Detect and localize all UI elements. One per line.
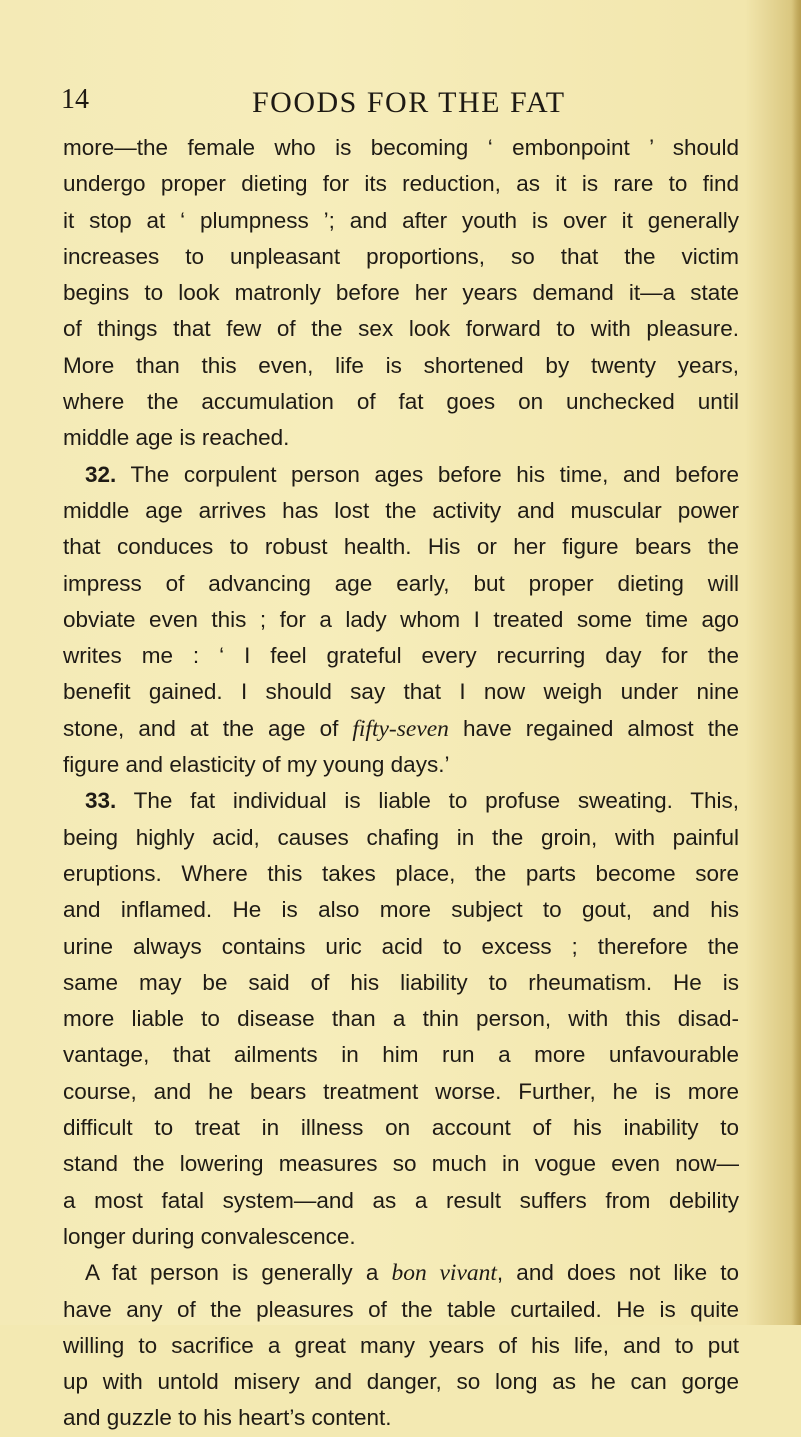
text-line: longer during convalescence. [63,1223,356,1249]
paragraph-number: 33. [85,788,117,814]
text-line-with-italic [63,1255,739,1291]
text-line: up with untold misery and danger, so long as he can gorge [63,1369,739,1395]
text-line: impress of advancing age early, but proper dieting will [63,570,739,596]
text-line: it stop at ‘ plumpness ’; and after youth is over it generally [63,207,739,233]
text-fragment: The fat individual is liable to profuse sweating. This, [133,788,739,814]
text-line: course, and he bears treatment worse. Further, he is more [63,1078,739,1104]
text-line: undergo proper dieting for its reduction, as it is rare to find [63,171,739,197]
text-fragment: , and does not like to [496,1260,739,1286]
text-line: where the accumulation of fat goes on unchecked until [63,389,739,415]
text-line: figure and elasticity of my young days.’ [63,752,450,778]
text-line: of things that few of the sex look forward to with pleasure. [63,316,739,342]
italic-phrase: bon vivant [391,1260,497,1287]
text-line: that conduces to robust health. His or her figure bears the [63,534,739,560]
text-line: middle age arrives has lost the activity and muscular power [63,497,739,523]
text-line: writes me : ‘ I feel grateful every recurring day for the [63,643,739,669]
text-line: being highly acid, causes chafing in the groin, with painful [63,824,739,850]
text-fragment: The corpulent person ages before his time, and before [130,461,739,487]
text-line: a most fatal system—and as a result suffers from debility [63,1187,739,1213]
text-fragment: A fat person is generally a [85,1260,379,1286]
text-line: have any of the pleasures of the table curtailed. He is quite [63,1296,739,1322]
paragraph-32-first-line [63,457,739,493]
text-line: vantage, that ailments in him run a more unfavourable [63,1042,739,1068]
text-line: eruptions. Where this takes place, the parts become sore [63,860,739,886]
text-line: willing to sacrifice a great many years of his life, and to put [63,1332,739,1358]
text-line: increases to unpleasant proportions, so that the victim [63,243,739,269]
page-edge-shadow [791,0,801,1325]
running-head [0,74,801,124]
text-fragment: stone, and at the age of [63,715,339,741]
text-line: begins to look matronly before her years demand it—a state [63,280,739,306]
text-line: More than this even, life is shortened by twenty years, [63,352,739,378]
text-line: difficult to treat in illness on account of his inability to [63,1115,739,1141]
text-line: and inflamed. He is also more subject to gout, and his [63,897,739,923]
text-line: more liable to disease than a thin person, with this disad- [63,1006,739,1032]
text-line: same may be said of his liability to rheumatism. He is [63,969,739,995]
page-number: 14 [61,84,89,115]
text-line: stand the lowering measures so much in vogue even now— [63,1151,739,1177]
text-line: middle age is reached. [63,425,290,451]
text-line: and guzzle to his heart’s content. [63,1405,392,1431]
text-line: urine always contains uric acid to excess ; therefore the [63,933,739,959]
text-fragment: have regained almost the [462,715,739,741]
paragraph-number: 32. [85,461,117,487]
text-line: obviate even this ; for a lady whom I treated some time ago [63,606,739,632]
paragraph-33-first-line [63,783,739,819]
text-line-with-italic [63,711,739,747]
body-text [63,130,739,1437]
text-line: benefit gained. I should say that I now weigh under nine [63,679,739,705]
italic-phrase: fifty-seven [352,715,449,742]
text-line: more—the female who is becoming ‘ embonpoint ’ should [63,135,739,160]
page-title: FOODS FOR THE FAT [252,86,566,119]
